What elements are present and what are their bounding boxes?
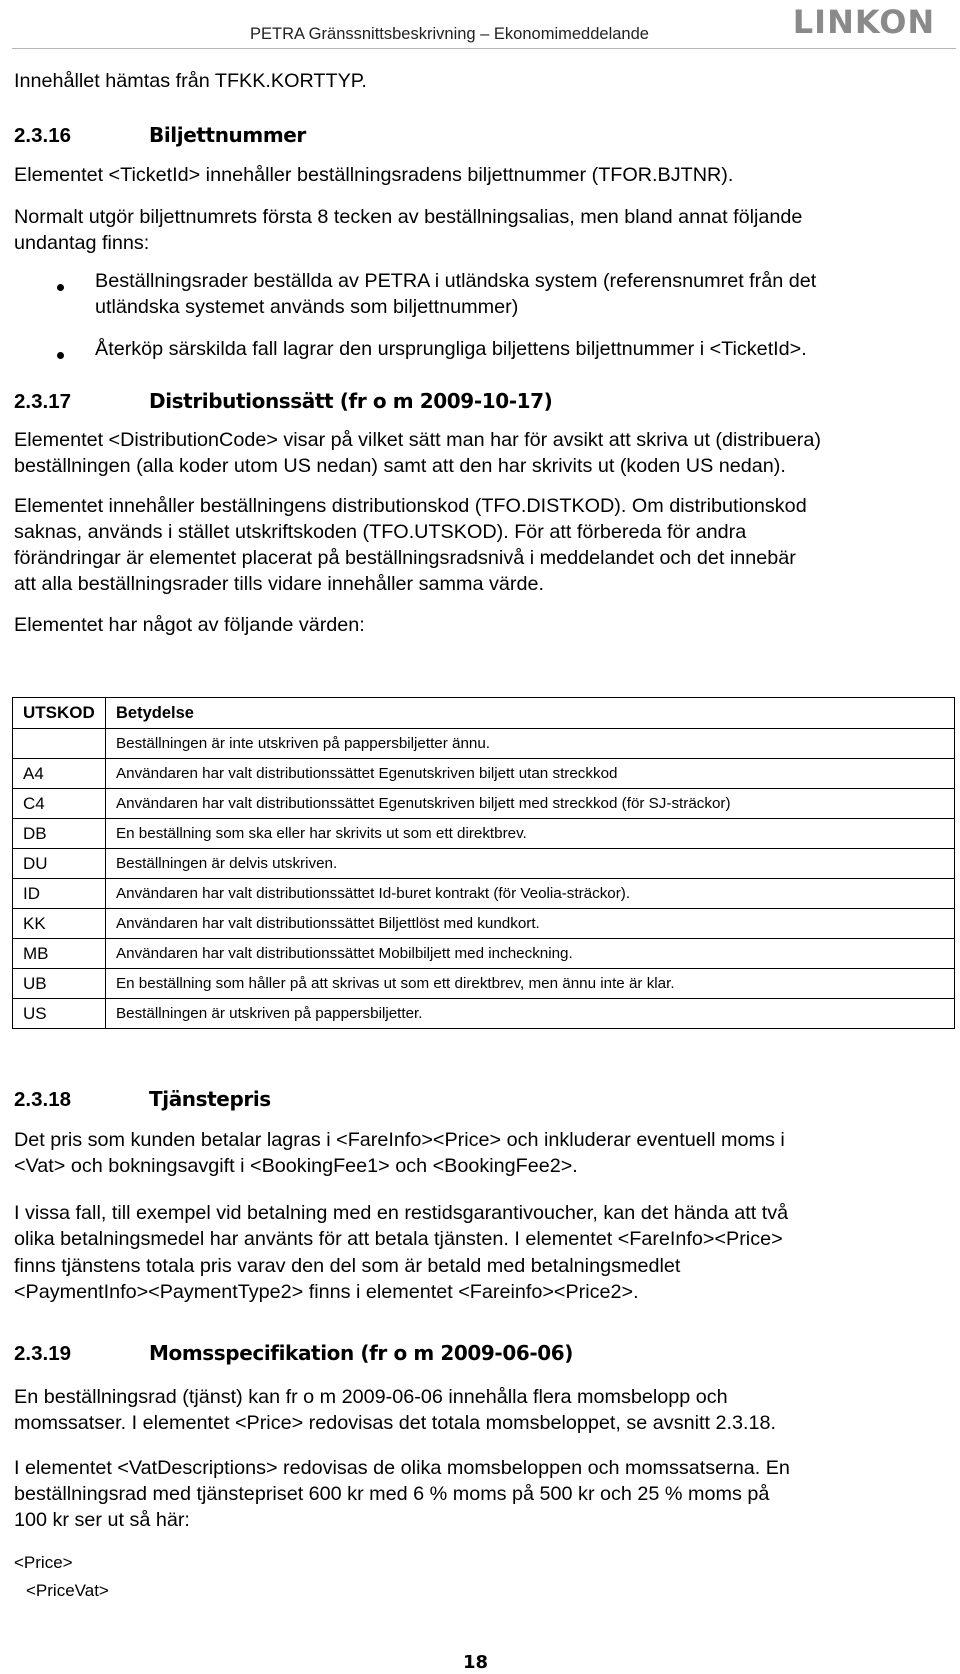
page-number: 18 (463, 1652, 489, 1673)
s217-p3: Elementet har något av följande värden: (14, 614, 365, 636)
table-row (13, 939, 955, 969)
s216-p2-line1: Normalt utgör biljettnumrets första 8 tecken av beställningsalias, men bland annat följande (14, 206, 803, 228)
xml-price-tag: <Price> (14, 1553, 73, 1572)
s219-p2-line2: beställningsrad med tjänstepriset 600 kr med 6 % moms på 500 kr och 25 % moms på (14, 1483, 770, 1505)
table-row (13, 969, 955, 999)
description-cell: Beställningen är utskriven på pappersbiljetter. (106, 999, 955, 1029)
table-row (13, 729, 955, 759)
svg-text:LINKON: LINKON (792, 3, 936, 41)
s217-p2-line2: saknas, används i stället utskriftskoden (TFO.UTSKOD). För att förbereda för andra (14, 521, 747, 543)
s218-p2-line2: olika betalningsmedel har använts för att betala tjänsten. I elementet <FareInfo><Price> (14, 1228, 783, 1250)
description-cell: Användaren har valt distributionssättet Mobilbiljett med incheckning. (106, 939, 955, 969)
column-header-betydelse: Betydelse (106, 698, 955, 729)
description-cell: Beställningen är inte utskriven på pappersbiljetter ännu. (106, 729, 955, 759)
s217-p1-line2: beställningen (alla koder utom US nedan) samt att den har skrivits ut (koden US nedan). (14, 455, 786, 477)
s216-p1: Elementet <TicketId> innehåller beställningsradens biljettnummer (TFOR.BJTNR). (14, 164, 734, 186)
table-row (13, 879, 955, 909)
s218-p2-line3: finns tjänstens totala pris varav den del som är betald med betalningsmedlet (14, 1255, 681, 1277)
column-header-utskod: UTSKOD (13, 698, 106, 729)
bullet-icon (57, 284, 64, 291)
section-number: 2.3.16 (14, 124, 71, 147)
description-cell: En beställning som ska eller har skrivits ut som ett direktbrev. (106, 819, 955, 849)
s218-p2-line1: I vissa fall, till exempel vid betalning med en restidsgarantivoucher, kan det hända att två (14, 1202, 789, 1224)
code-cell: C4 (13, 789, 106, 819)
code-cell: A4 (13, 759, 106, 789)
intro-text: Innehållet hämtas från TFKK.KORTTYP. (14, 70, 367, 92)
s218-p1-line2: <Vat> och bokningsavgift i <BookingFee1> och <BookingFee2>. (14, 1155, 578, 1177)
description-cell: Användaren har valt distributionssättet Id-buret kontrakt (för Veolia-sträckor). (106, 879, 955, 909)
bullet-1-line2: utländska systemet används som biljettnummer) (95, 296, 519, 318)
section-title: Tjänstepris (149, 1087, 271, 1111)
s216-p2-line2: undantag finns: (14, 232, 150, 254)
section-title: Biljettnummer (149, 123, 306, 147)
description-cell: Användaren har valt distributionssättet Egenutskriven biljett utan streckkod (106, 759, 955, 789)
header-title: PETRA Gränssnittsbeskrivning – Ekonomimeddelande (250, 25, 649, 43)
code-cell: ID (13, 879, 106, 909)
s219-p1-line2: momssatser. I elementet <Price> redovisas det totala momsbeloppet, se avsnitt 2.3.18. (14, 1412, 776, 1434)
xml-pricevat-tag: <PriceVat> (26, 1581, 109, 1600)
utskod-table (12, 697, 955, 1029)
page-header (12, 3, 956, 49)
heading-2-3-17 (14, 388, 552, 415)
heading-2-3-19 (14, 1340, 573, 1367)
s219-p2-line3: 100 kr ser ut så här: (14, 1509, 190, 1531)
code-cell: MB (13, 939, 106, 969)
code-cell: DU (13, 849, 106, 879)
table-row (13, 819, 955, 849)
bullet-icon (57, 352, 64, 359)
table-row (13, 849, 955, 879)
s219-p1-line1: En beställningsrad (tjänst) kan fr o m 2009-06-06 innehålla flera momsbelopp och (14, 1386, 728, 1408)
section-number: 2.3.19 (14, 1342, 71, 1365)
code-cell: KK (13, 909, 106, 939)
section-title: Momsspecifikation (fr o m 2009-06-06) (149, 1341, 574, 1365)
table-header-row (13, 698, 955, 729)
s219-p2-line1: I elementet <VatDescriptions> redovisas de olika momsbeloppen och momssatserna. En (14, 1457, 790, 1479)
code-cell: US (13, 999, 106, 1029)
table-row (13, 999, 955, 1029)
code-cell: DB (13, 819, 106, 849)
heading-2-3-18 (14, 1086, 271, 1113)
s217-p2-line4: att alla beställningsrader tills vidare innehåller samma värde. (14, 573, 544, 595)
s218-p2-line4: <PaymentInfo><PaymentType2> finns i elementet <Fareinfo><Price2>. (14, 1281, 639, 1303)
code-cell (13, 729, 106, 759)
section-number: 2.3.18 (14, 1088, 71, 1111)
bullet-2-line1: Återköp särskilda fall lagrar den ursprungliga biljettens biljettnummer i <TicketId>. (95, 338, 807, 360)
section-title: Distributionssätt (fr o m 2009-10-17) (149, 389, 553, 413)
s217-p1-line1: Elementet <DistributionCode> visar på vilket sätt man har för avsikt att skriva ut (distribuera) (14, 429, 821, 451)
heading-2-3-16 (14, 122, 306, 149)
s217-p2-line3: förändringar är elementet placerat på beställningsradsnivå i meddelandet och det innebär (14, 547, 796, 569)
description-cell: En beställning som håller på att skrivas ut som ett direktbrev, men ännu inte är klar. (106, 969, 955, 999)
table-row (13, 789, 955, 819)
linkon-logo (774, 2, 954, 42)
description-cell: Beställningen är delvis utskriven. (106, 849, 955, 879)
table-row (13, 759, 955, 789)
table-row (13, 909, 955, 939)
description-cell: Användaren har valt distributionssättet Biljettlöst med kundkort. (106, 909, 955, 939)
bullet-1-line1: Beställningsrader beställda av PETRA i utländska system (referensnumret från det (95, 270, 817, 292)
description-cell: Användaren har valt distributionssättet Egenutskriven biljett med streckkod (för SJ-sträckor) (106, 789, 955, 819)
s217-p2-line1: Elementet innehåller beställningens distributionskod (TFO.DISTKOD). Om distributionskod (14, 495, 807, 517)
s218-p1-line1: Det pris som kunden betalar lagras i <FareInfo><Price> och inkluderar eventuell moms i (14, 1129, 785, 1151)
section-number: 2.3.17 (14, 390, 71, 413)
code-cell: UB (13, 969, 106, 999)
